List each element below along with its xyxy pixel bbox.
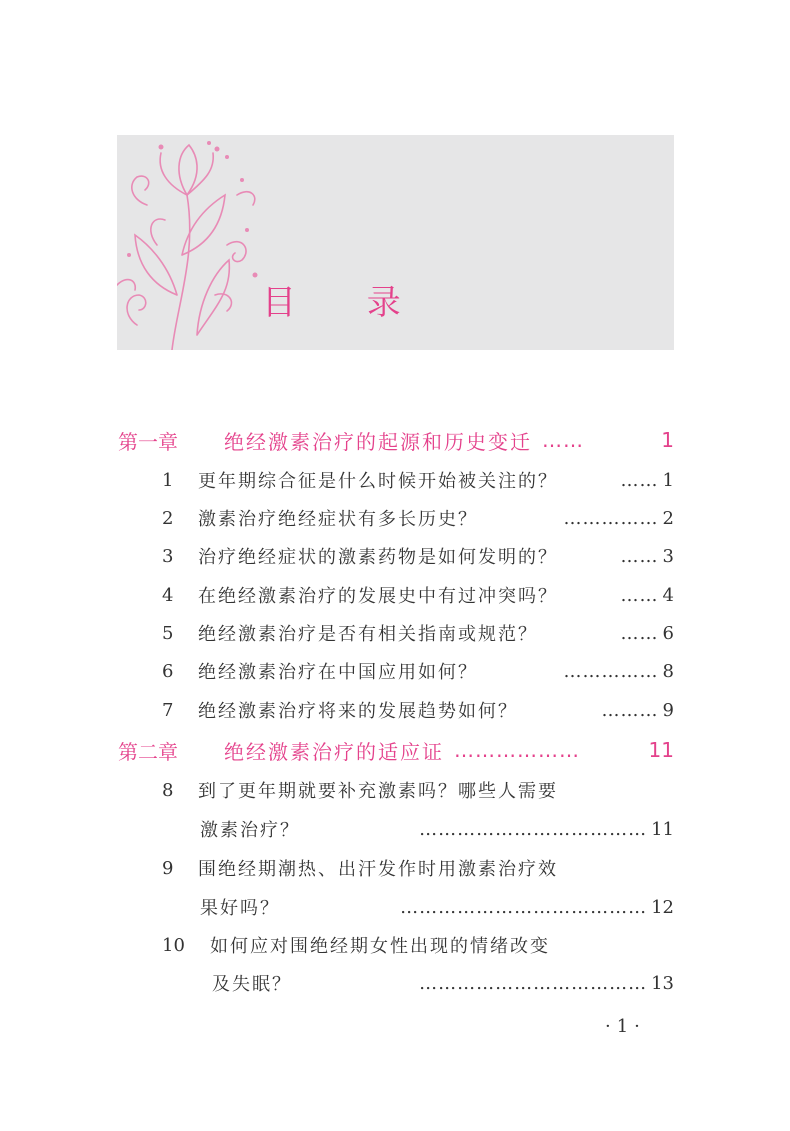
toc-item[interactable]	[162, 775, 674, 805]
item-text-continued: 果好吗？	[200, 898, 280, 919]
item-number: 5	[162, 622, 174, 644]
item-text: 绝经激素治疗在中国应用如何？	[198, 662, 478, 683]
leader-dots: ……	[542, 428, 584, 452]
item-text: 绝经激素治疗是否有相关指南或规范？	[198, 624, 538, 645]
leader-dots: ……	[620, 545, 659, 567]
chapter-number: 第二章	[118, 739, 178, 764]
leader-dots: ……………	[563, 660, 659, 682]
item-text: 治疗绝经症状的激素药物是如何发明的？	[198, 547, 558, 568]
leader-dots: ………………	[454, 738, 580, 762]
toc-item[interactable]	[162, 580, 674, 610]
page-ref: 12	[651, 896, 674, 918]
chapter-row[interactable]	[118, 735, 674, 765]
leader-dots: ……	[620, 584, 659, 606]
toc-item[interactable]	[162, 503, 674, 533]
page-title: 目 录	[262, 283, 431, 323]
leader-dots: …………………………………	[400, 896, 648, 918]
toc-item[interactable]	[162, 695, 674, 725]
item-number: 6	[162, 660, 174, 682]
item-text: 围绝经期潮热、出汗发作时用激素治疗效	[198, 859, 558, 880]
leader-dots: ………	[601, 699, 659, 721]
page-ref: 1	[661, 428, 674, 452]
toc-item[interactable]	[162, 618, 674, 648]
toc-item[interactable]	[162, 541, 674, 571]
leader-dots: ………………………………	[419, 972, 648, 994]
page-ref: 8	[662, 660, 674, 682]
toc-item[interactable]	[162, 853, 674, 883]
leader-dots: ………………………………	[419, 818, 648, 840]
item-number: 7	[162, 699, 174, 721]
item-text: 如何应对围绝经期女性出现的情绪改变	[210, 936, 550, 957]
page-ref: 3	[662, 545, 674, 567]
page-ref: 1	[662, 469, 674, 491]
leader-dots: ……	[620, 469, 659, 491]
item-text-continued: 及失眠？	[212, 974, 292, 995]
chapter-row[interactable]	[118, 425, 674, 455]
chapter-number: 第一章	[118, 429, 178, 454]
item-number: 2	[162, 507, 174, 529]
chapter-title: 绝经激素治疗的起源和历史变迁	[224, 429, 532, 454]
page-number: ·1·	[605, 1016, 646, 1037]
item-text-continued: 激素治疗？	[200, 820, 300, 841]
page-ref: 6	[662, 622, 674, 644]
page-ref: 9	[662, 699, 674, 721]
item-number: 4	[162, 584, 174, 606]
item-number: 8	[162, 779, 174, 801]
item-text: 激素治疗绝经症状有多长历史？	[198, 509, 478, 530]
item-text: 更年期综合征是什么时候开始被关注的？	[198, 471, 558, 492]
item-number: 10	[162, 934, 185, 956]
item-number: 9	[162, 857, 174, 879]
toc-item-continuation[interactable]	[200, 892, 674, 922]
leader-dots: ……………	[563, 507, 659, 529]
toc-item-continuation[interactable]	[212, 968, 674, 998]
page-ref: 2	[662, 507, 674, 529]
page-ref: 11	[648, 738, 674, 762]
toc-item-continuation[interactable]	[200, 814, 674, 844]
item-number: 3	[162, 545, 174, 567]
page-ref: 11	[651, 818, 674, 840]
page-ref: 13	[651, 972, 674, 994]
item-text: 到了更年期就要补充激素吗？哪些人需要	[198, 781, 558, 802]
item-text: 绝经激素治疗将来的发展趋势如何？	[198, 701, 518, 722]
toc-item[interactable]	[162, 465, 674, 495]
item-number: 1	[162, 469, 174, 491]
chapter-title: 绝经激素治疗的适应证	[224, 739, 444, 764]
toc-item[interactable]	[162, 930, 674, 960]
title-banner	[117, 135, 674, 350]
page-ref: 4	[662, 584, 674, 606]
toc-item[interactable]	[162, 656, 674, 686]
leader-dots: ……	[620, 622, 659, 644]
item-text: 在绝经激素治疗的发展史中有过冲突吗？	[198, 586, 558, 607]
